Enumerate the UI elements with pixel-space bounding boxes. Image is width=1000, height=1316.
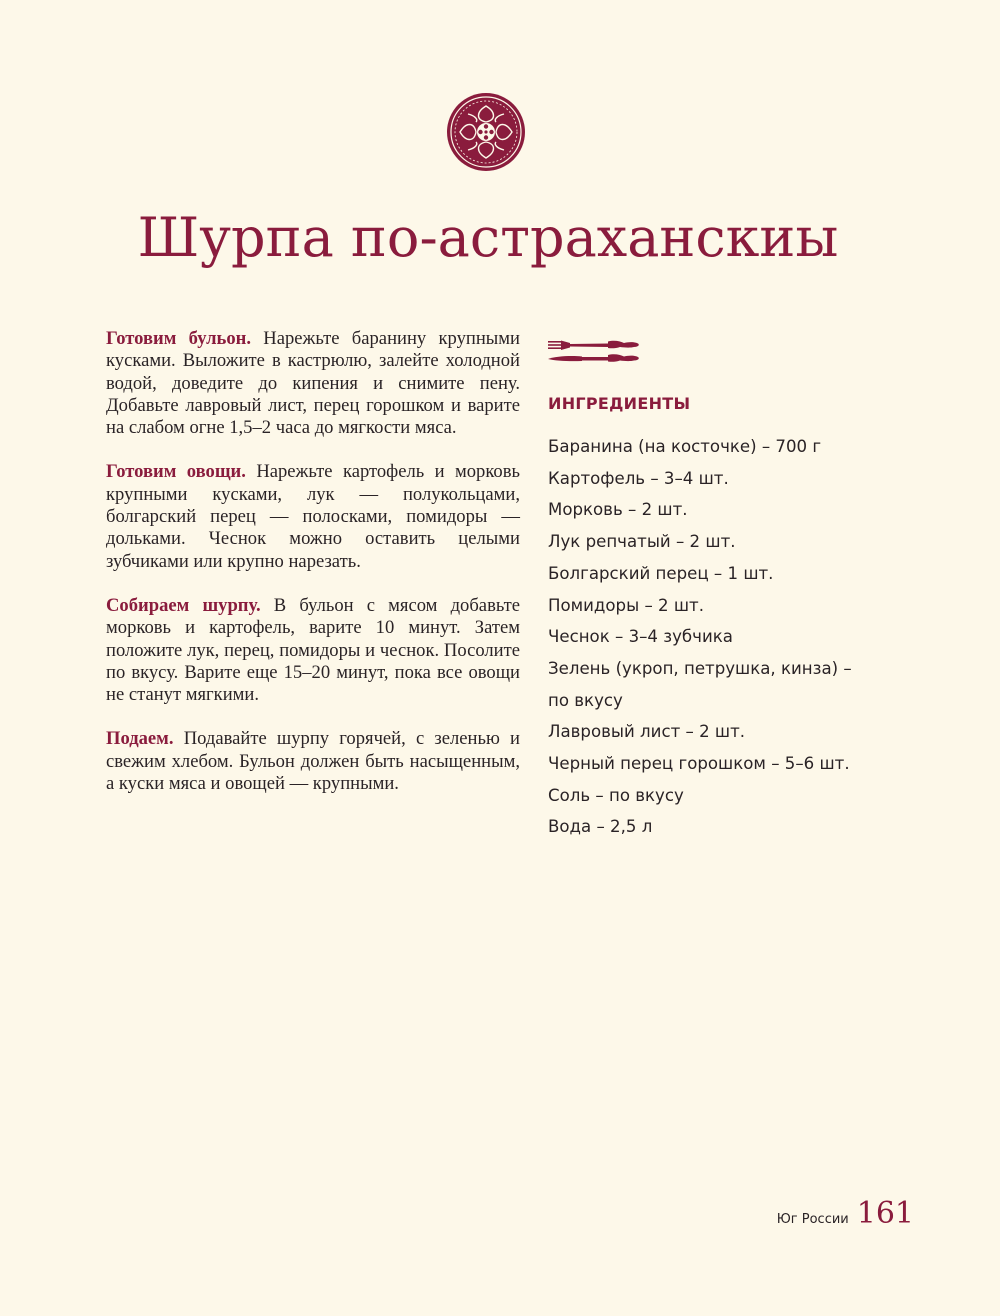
method-step xyxy=(106,595,520,706)
list-item: Баранина (на косточке) – 700 г xyxy=(548,437,822,456)
list-item: Вода – 2,5 л xyxy=(548,817,653,837)
list-item: Картофель – 3–4 шт. xyxy=(548,468,729,488)
step-heading: Готовим овощи. xyxy=(106,461,246,483)
step-text: Нарежьте картофель и морковь крупными кусками, лук — полукольцами, болгарский перец — полосками, помидоры — дольками. Чеснок можно оставить целыми зубчиками или крупно нарезать. xyxy=(106,461,520,572)
list-item: по вкусу xyxy=(548,690,623,710)
method-section xyxy=(106,328,520,817)
step-text: В бульон с мясом добавьте морковь и картофель, варите 10 минут. Затем положите лук, перец, помидоры и чеснок. Посолите по вкусу. Варите еще 15–20 минут, пока все овощи не станут мягкими. xyxy=(106,594,520,706)
list-item: Морковь – 2 шт. xyxy=(548,500,688,520)
list-item: Черный перец горошком – 5–6 шт. xyxy=(548,754,850,774)
list-item: Лук репчатый – 2 шт. xyxy=(548,532,736,552)
recipe-title: Шурпа по-астраханскиы xyxy=(137,206,839,269)
step-heading: Собираем шурпу. xyxy=(106,594,261,616)
list-item: Болгарский перец – 1 шт. xyxy=(548,563,774,583)
method-step xyxy=(106,461,520,572)
ingredients-list xyxy=(548,431,888,843)
list-item: Соль – по вкусу xyxy=(548,785,684,805)
method-step xyxy=(106,328,520,439)
step-heading: Подаем. xyxy=(106,728,174,750)
step-heading: Готовим бульон. xyxy=(106,328,252,349)
step-text: Подавайте шурпу горячей, с зеленью и свежим хлебом. Бульон должен быть насыщенным, а куски мяса и овощей — крупными. xyxy=(106,728,520,795)
page-footer xyxy=(777,1196,914,1231)
list-item: Чеснок – 3–4 зубчика xyxy=(548,627,733,647)
step-text: Нарежьте баранину крупными кусками. Выложите в кастрюлю, залейте холодной водой, доведите до кипения и снимите пену. Добавьте лавровый лист, перец горошком и варите на слабом огне 1,5–2 часа до мягкости мяса. xyxy=(106,328,520,439)
method-step xyxy=(106,728,520,795)
list-item: Лавровый лист – 2 шт. xyxy=(548,722,746,742)
section-name: Юг России xyxy=(776,1212,849,1227)
page-number: 161 xyxy=(856,1196,914,1231)
list-item: Помидоры – 2 шт. xyxy=(548,595,704,615)
list-item: Зелень (укроп, петрушка, кинза) – xyxy=(548,658,852,678)
cutlery-icon xyxy=(548,338,640,368)
ornament-emblem-icon xyxy=(446,92,526,172)
ingredients-heading: ИНГРЕДИЕНТЫ xyxy=(548,394,691,413)
